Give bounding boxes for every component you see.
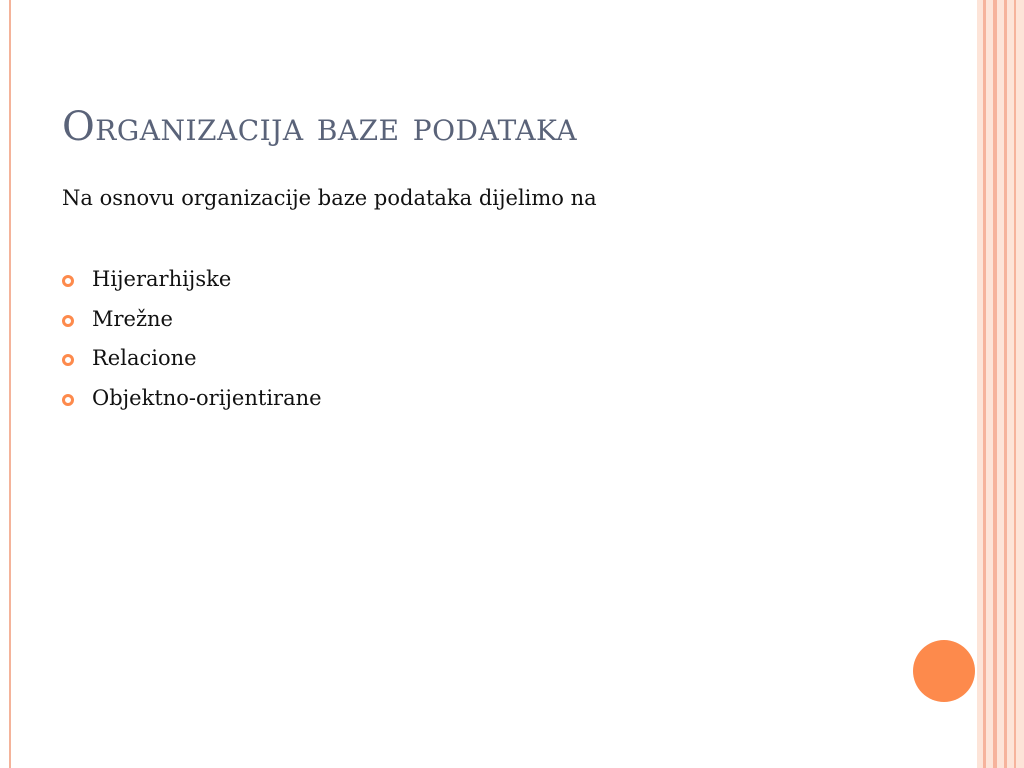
ring-bullet-icon bbox=[62, 275, 74, 287]
list-item bbox=[62, 343, 322, 383]
ring-bullet-icon bbox=[62, 354, 74, 366]
bullet-label: Relacione bbox=[92, 346, 197, 370]
list-item bbox=[62, 304, 322, 344]
decorative-stripe bbox=[993, 0, 997, 768]
list-item bbox=[62, 264, 322, 304]
intro-text: Na osnovu organizacije baze podataka dijelimo na bbox=[62, 186, 597, 210]
decorative-stripe bbox=[1014, 0, 1016, 768]
bullet-list bbox=[62, 264, 322, 422]
ring-bullet-icon bbox=[62, 394, 74, 406]
bullet-label: Mrežne bbox=[92, 306, 173, 331]
bullet-label: Hijerarhijske bbox=[92, 267, 232, 291]
bullet-label: Objektno-orijentirane bbox=[92, 385, 322, 410]
orange-circle-decoration bbox=[913, 640, 975, 702]
slide-title: Organizacija baze podataka bbox=[62, 104, 578, 150]
decorative-stripe bbox=[983, 0, 986, 768]
left-border-line bbox=[9, 0, 11, 768]
decorative-stripe bbox=[1004, 0, 1007, 768]
ring-bullet-icon bbox=[62, 315, 74, 327]
list-item bbox=[62, 383, 322, 423]
